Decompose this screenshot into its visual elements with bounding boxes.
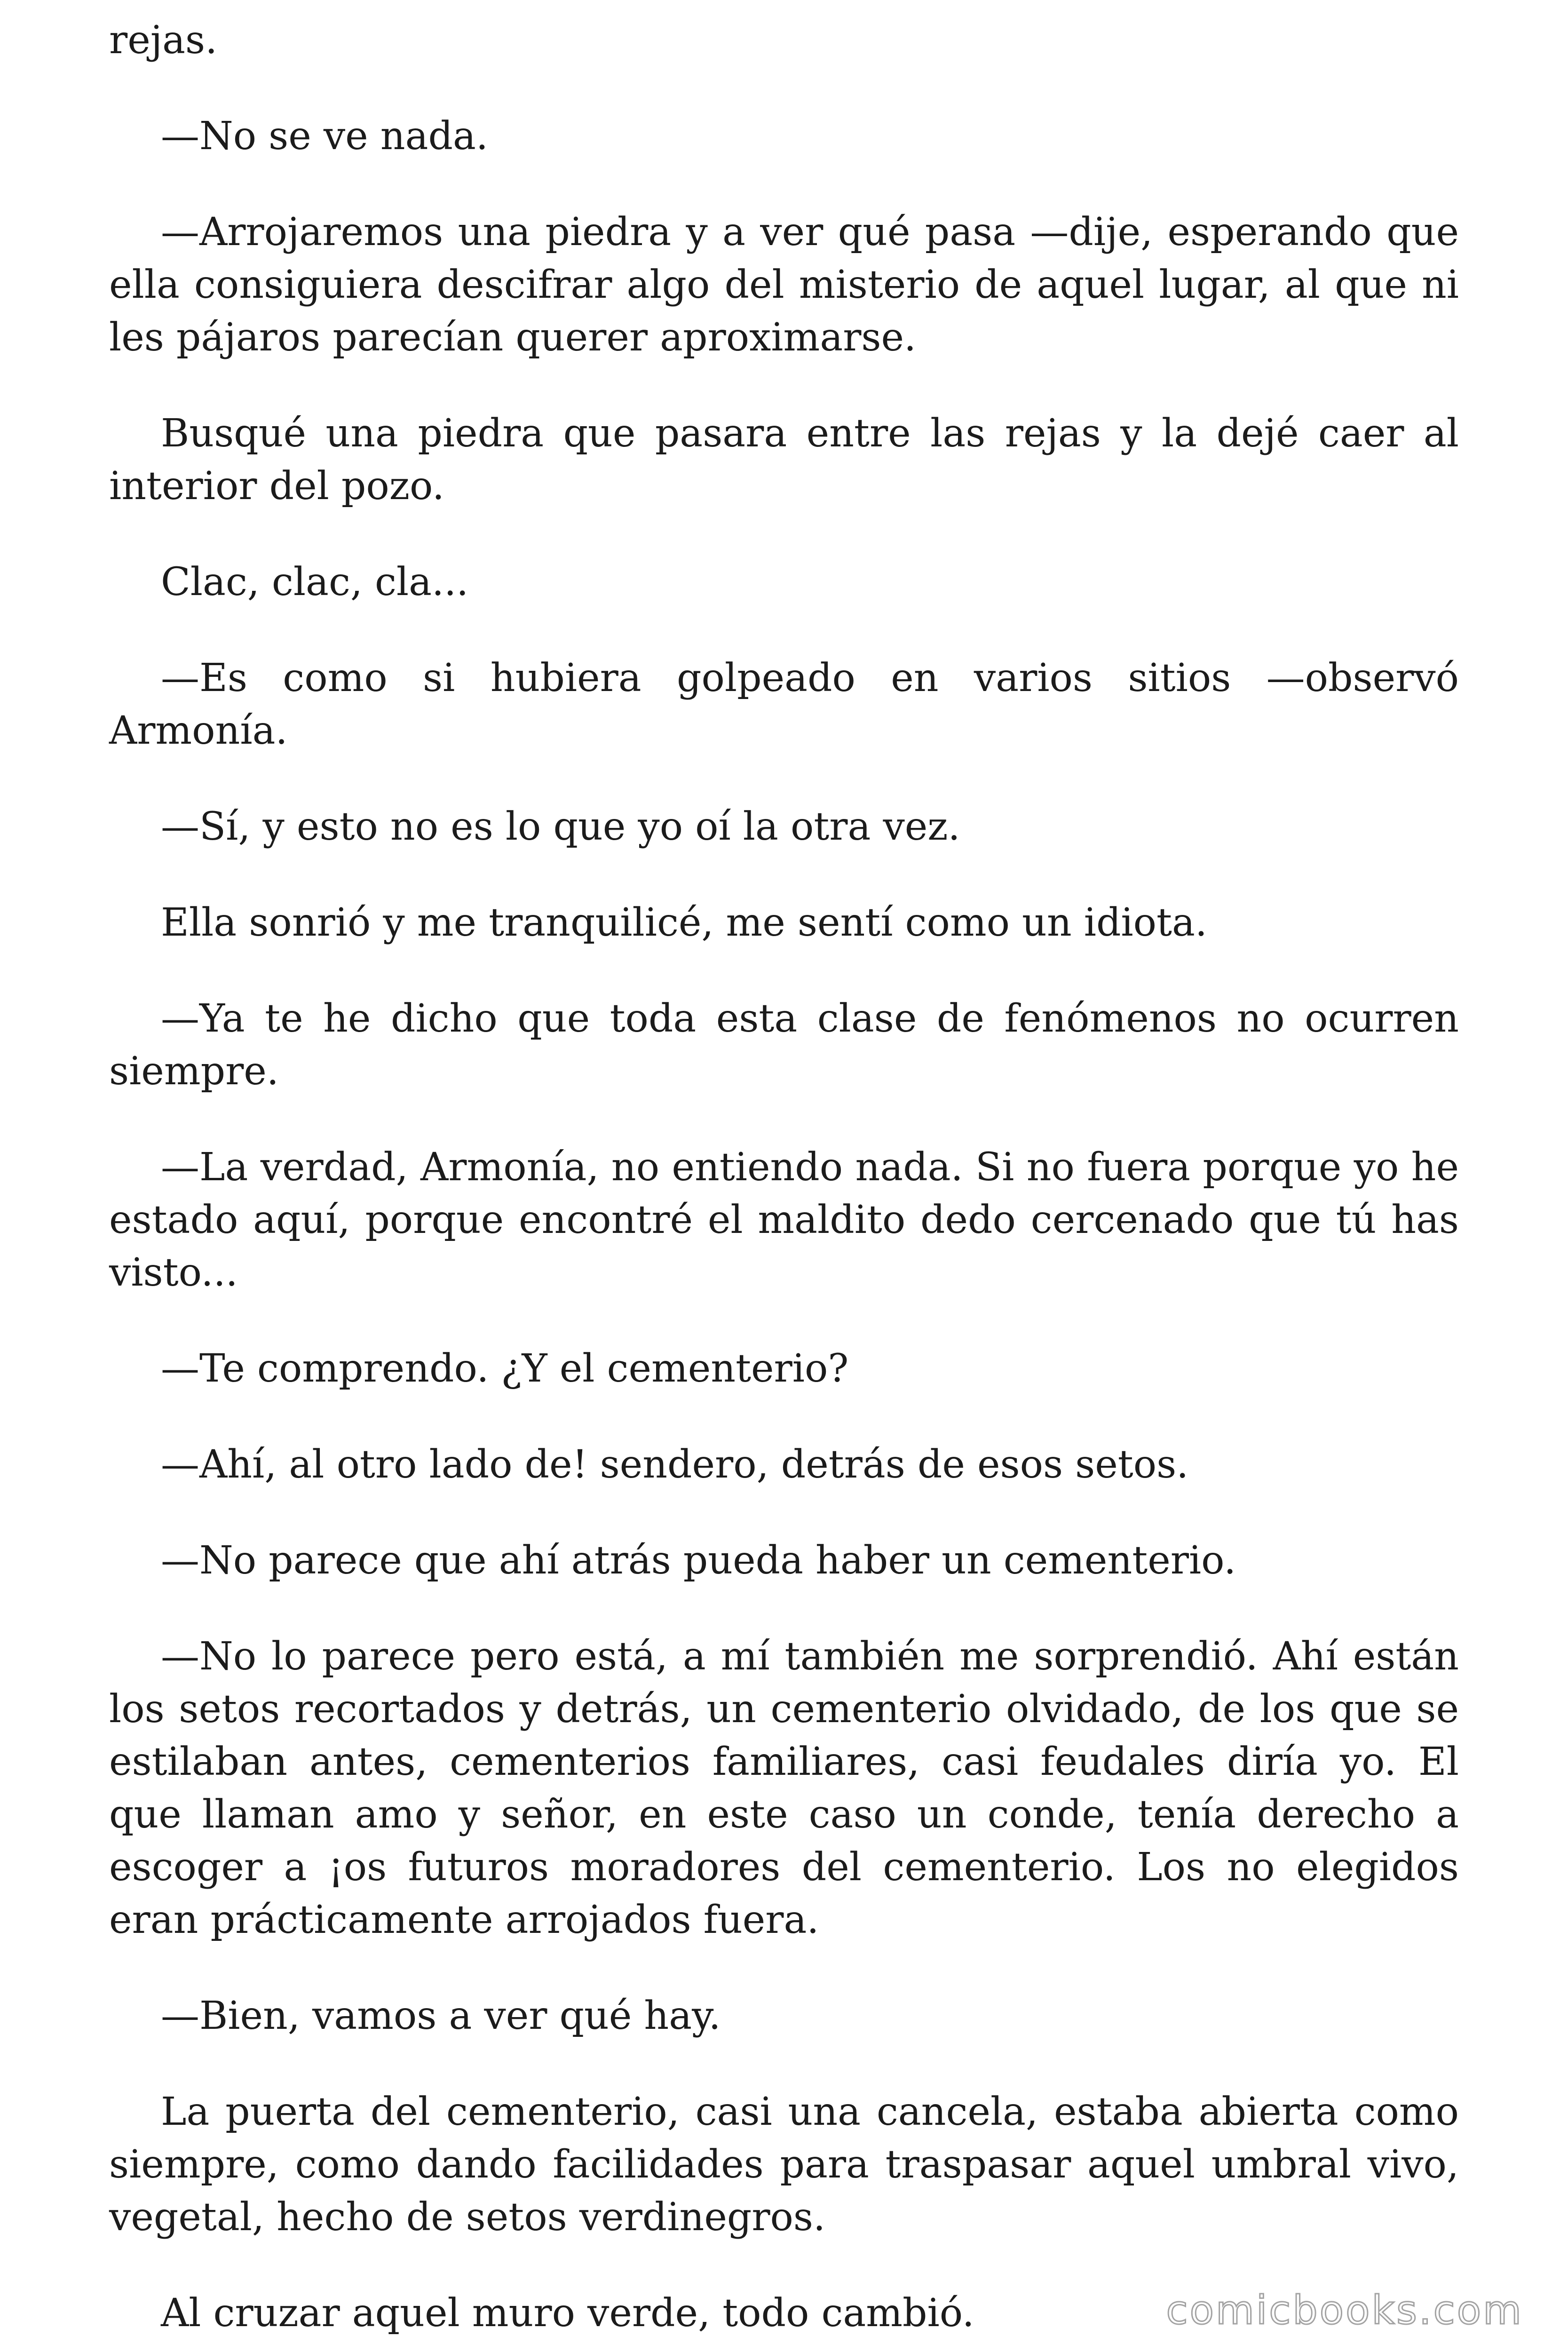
paragraph-16: La puerta del cementerio, casi una cancela, estaba abierta como siempre, como dando facilidades para traspasar aquel umbral vivo, vegetal, hecho de setos verdinegros. [109, 2090, 1459, 2240]
paragraph-5: Clac, clac, cla... [161, 560, 469, 604]
watermark: comicbooks.com [1166, 2287, 1523, 2333]
paragraph-14: —No lo parece pero está, a mí también me sorprendió. Ahí están los setos recortados y detrás, un cementerio olvidado, de los que se estilaban antes, cementerios familiares, casi feudales diría yo. El que llaman amo y señor, en este caso un conde, tenía derecho a escoger a ¡os futuros moradores del cementerio. Los no elegidos eran prácticamente arrojados fuera. [109, 1634, 1459, 1942]
paragraph-4: Busqué una piedra que pasara entre las rejas y la dejé caer al interior del pozo. [109, 411, 1459, 509]
paragraph-8: Ella sonrió y me tranquilicé, me sentí como un idiota. [161, 900, 1207, 945]
paragraph-6: —Es como si hubiera golpeado en varios sitios —observó Armonía. [109, 656, 1459, 753]
paragraph-9: —Ya te he dicho que toda esta clase de fenómenos no ocurren siempre. [109, 996, 1459, 1094]
paragraph-3: —Arrojaremos una piedra y a ver qué pasa —dije, esperando que ella consiguiera descifrar algo del misterio de aquel lugar, al que ni les pájaros parecían querer aproximarse. [109, 210, 1459, 360]
book-page-text [109, 14, 1459, 2352]
paragraph-7: —Sí, y esto no es lo que yo oí la otra vez. [161, 804, 960, 849]
paragraph-15: —Bien, vamos a ver qué hay. [161, 1994, 721, 2038]
paragraph-10: —La verdad, Armonía, no entiendo nada. Si no fuera porque yo he estado aquí, porque encontré el maldito dedo cercenado que tú has visto... [109, 1145, 1459, 1295]
paragraph-11: —Te comprendo. ¿Y el cementerio? [161, 1346, 849, 1391]
paragraph-1: rejas. [109, 18, 218, 63]
paragraph-12: —Ahí, al otro lado de! sendero, detrás de esos setos. [161, 1442, 1189, 1487]
paragraph-13: —No parece que ahí atrás pueda haber un cementerio. [161, 1538, 1236, 1583]
paragraph-2: —No se ve nada. [161, 114, 488, 159]
paragraph-17: Al cruzar aquel muro verde, todo cambió. [161, 2291, 974, 2336]
